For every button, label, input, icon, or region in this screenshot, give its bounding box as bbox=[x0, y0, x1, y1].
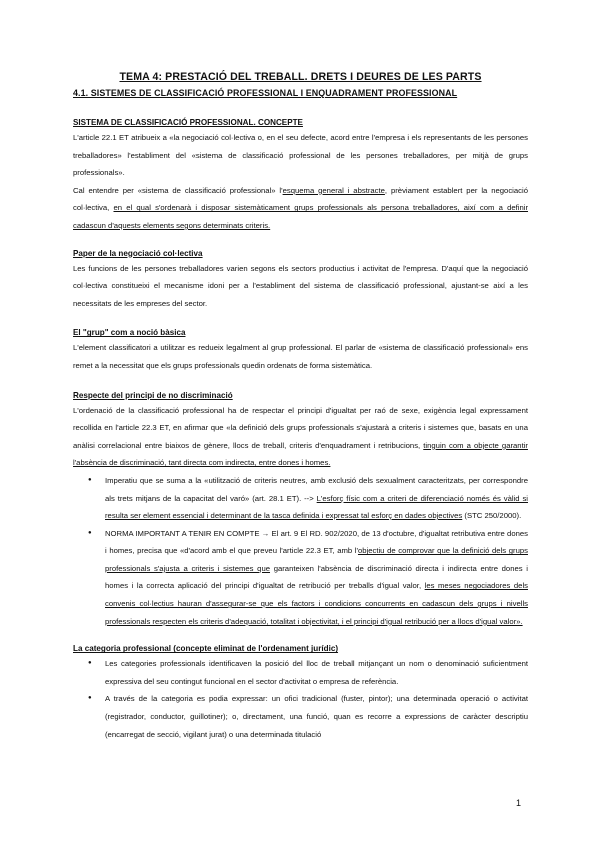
paragraph-non-discrimination bbox=[73, 402, 528, 472]
paragraph-concept-2 bbox=[73, 182, 528, 235]
section-subtitle: 4.1. SISTEMES DE CLASSIFICACIÓ PROFESSIONAL I ENQUADRAMENT PROFESSIONAL bbox=[73, 88, 458, 98]
text-span: , prèviament establert per la negociació col·lectiva, bbox=[73, 185, 528, 213]
text-span: (STC 250/2000). bbox=[462, 511, 522, 521]
text-span: L'ordenació de la classificació professional ha de respectar el principi d'igualtat per raó de sexe, exigència legal expressament recollida en l'article 22.3 ET, en afirmar que «la definició dels grups professionals s'ajustarà a criteris i sistemes que, basats en una anàlisi correlacional entre biaixos de gènere, llocs de treball, criteris d'enquadrament i retribucions, bbox=[73, 405, 528, 450]
paragraph-group: L'element classificatori a utilitzar es redueix legalment al grup professional. El parlar de «sistema de classificació professional» ens remet a la necessitat que els grups professionals quedin ordenats de forma sistemàtica. bbox=[73, 343, 528, 370]
text-span: Imperatiu que se suma a la «utilització de criteris neutres, amb exclusió dels sexualment caracteritzats, per correspondre als trets mitjans de la capacitat del varó» (art. 28.1 ET). --> bbox=[105, 475, 528, 503]
paragraph-concept-1 bbox=[73, 129, 528, 182]
underlined-text: esquema general i abstracte bbox=[282, 185, 385, 195]
section-heading-category: La categoria professional (concepte eliminat de l'ordenament jurídic) bbox=[73, 644, 339, 654]
list-item: ● Les categories professionals identificaven la posició del lloc de treball mitjançant un nom o denominació suficientment expressiva del seu contingut funcional en el sector d'activitat o empresa de referència. bbox=[105, 655, 528, 690]
document-title: TEMA 4: PRESTACIÓ DEL TREBALL. DRETS I DEURES DE LES PARTS bbox=[119, 71, 482, 83]
section-heading-group: El "grup" com a noció bàsica bbox=[73, 328, 186, 338]
list-item: ● A través de la categoria es podia expressar: un ofici tradicional (fuster, pintor); una determinada operació o activitat (registrador, conductor, guillotiner); o, directament, una funció, quan es recorre a expressions de caràcter descriptiu (encarregat de secció, vigilant jurat) o una determinada titulació bbox=[105, 690, 528, 743]
page-number: 1 bbox=[516, 798, 522, 808]
list-item bbox=[105, 525, 528, 631]
text-span: L'article 22.1 ET atribueix a «la negociació col·lectiva o, en el seu defecte, acord entre l'empresa i els representants de les persones treballadores» l'establiment del «sistema de classificació professional de les persones treballadores, per mitjà de grups professionals». bbox=[73, 133, 528, 178]
underlined-text: tinguin com a objecte garantir l'absència de discriminació, tant directa com indirecta, entre dones i homes. bbox=[73, 440, 528, 468]
list-item bbox=[105, 472, 528, 525]
section-heading-negotiation: Paper de la negociació col·lectiva bbox=[73, 248, 203, 258]
text-span: NORMA IMPORTANT A TENIR EN COMPTE → El art. 9 El RD. 902/2020, de 13 d'octubre, d'igualtat retributiva entre dones i homes, precisa que «d'acord amb el que preveu l'article 22.3 ET, amb l' bbox=[105, 528, 528, 556]
document-page bbox=[73, 70, 528, 743]
paragraph-negotiation: Les funcions de les persones treballadores varien segons els sectors productius i activitat de l'empresa. D'aquí que la negociació col·lectiva constitueixi el mecanisme idoni per a l'establiment del sistema de classificació professional, ajustant-se així a les necessitats de les empreses del sector. bbox=[73, 263, 528, 308]
text-span: Cal entendre per «sistema de classificació professional» l' bbox=[73, 185, 283, 195]
section-heading-concept: SISTEMA DE CLASSIFICACIÓ PROFESSIONAL. CONCEPTE bbox=[73, 118, 303, 127]
underlined-text: L'esforç físic com a criteri de diferenciació només és vàlid si resulta ser element essencial i determinant de la tasca definida i expressat tal esforç en dades objectives bbox=[105, 493, 528, 521]
section-heading-non-discrimination: Respecte del principi de no discriminació bbox=[73, 390, 233, 400]
bullet-list-category bbox=[73, 655, 528, 743]
text-span: garanteixen l'absència de discriminació directa i indirecta entre dones i homes i la correcta aplicació del principi d'igualtat de retribució per treballs d'igual valor, bbox=[105, 563, 528, 591]
underlined-text: les meses negociadores dels convenis col·lectius hauran d'assegurar-se que els factors i condicions concurrents en cadascun dels grups i nivells professionals respecten els criteris d'adequació, totalitat i objectivitat, i el principi d'igual retribució per a llocs d'igual valor». bbox=[105, 581, 529, 626]
underlined-text: objectiu de comprovar que la definició dels grups professionals s'ajusta a criteris i sistemes que bbox=[105, 546, 528, 573]
underlined-text: en el qual s'ordenarà i disposar sistemàticament grups professionals als persona treballadores, així com a definir cadascun d'aquests elements segons determinats criteris. bbox=[73, 203, 529, 230]
bullet-list-non-discrimination bbox=[73, 472, 528, 630]
